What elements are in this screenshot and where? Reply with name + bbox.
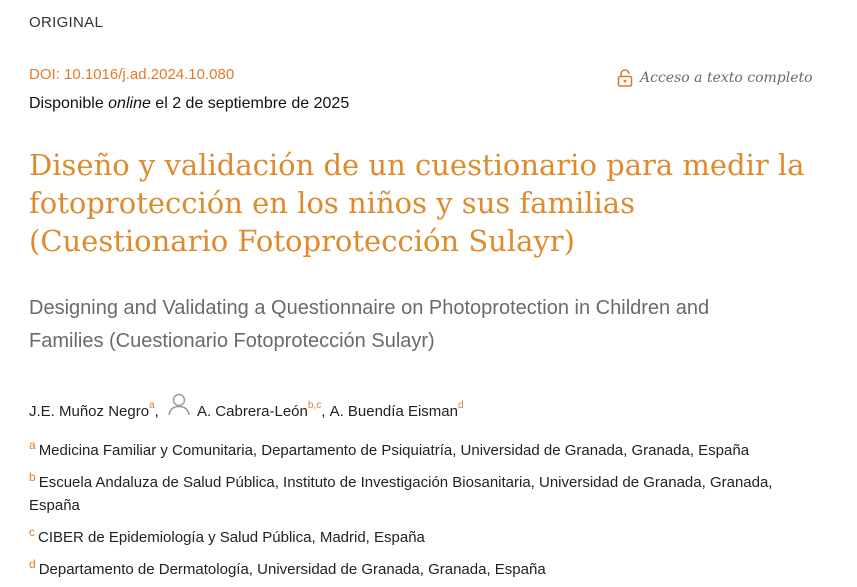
affiliation-item: $^a$ Medicina Familiar y Comunitaria, Departamento de Psiquiatría, Universidad de Granada, Granada, España — [29, 438, 750, 459]
author-name[interactable]: A. Buendía Eisman$^d$ — [329, 400, 464, 420]
doi-prefix: DOI: — [29, 66, 65, 83]
author-name[interactable]: J.E. Muñoz Negro$^a$, — [29, 400, 159, 420]
unlock-icon — [617, 69, 633, 87]
author-name[interactable]: A. Cabrera-León$^{b,c}$, — [196, 400, 326, 420]
available-online: online — [108, 95, 151, 112]
open-access-link[interactable] — [617, 69, 813, 87]
section-label: ORIGINAL — [29, 14, 104, 31]
available-suffix: el 2 de septiembre de 2025 — [150, 95, 350, 112]
open-access-label: Acceso a texto completo — [640, 70, 813, 86]
affiliation-list — [29, 434, 819, 585]
affiliation-item: $^b$ Escuela Andaluza de Salud Pública, Instituto de Investigación Biosanitaria, Universidad de Granada, Granada, España — [29, 470, 773, 514]
article-title: Diseño y validación de un cuestionario para medir la fotoprotección en los niños y sus familias (Cuestionario Fotoprotección Sulayr) — [29, 148, 805, 258]
affiliation-item: $^d$ Departamento de Dermatología, Universidad de Granada, Granada, España — [29, 557, 546, 578]
available-prefix: Disponible — [29, 95, 109, 112]
author-list — [29, 392, 464, 420]
affiliation-item: $^c$ CIBER de Epidemiología y Salud Pública, Madrid, España — [29, 525, 425, 546]
availability-date — [29, 95, 349, 113]
doi-link[interactable]: 10.1016/j.ad.2024.10.080 — [64, 66, 235, 83]
article-title-english: Designing and Validating a Questionnaire on Photoprotection in Children and Families (Cuestionario Fotoprotección Sulayr) — [29, 297, 710, 352]
user-icon[interactable] — [167, 392, 191, 420]
